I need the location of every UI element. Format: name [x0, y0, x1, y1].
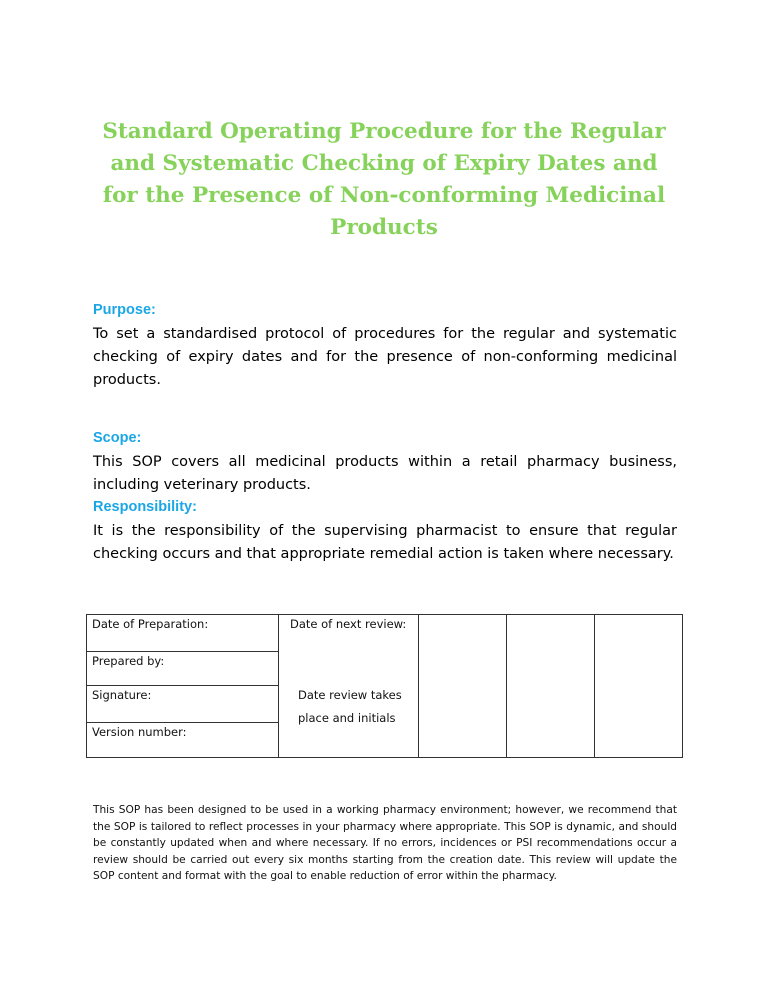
responsibility-section: [93, 497, 677, 566]
table-border-left: [86, 614, 87, 758]
document-title: Standard Operating Procedure for the Regular and Systematic Checking of Expiry Dates and for the Presence of Non-conforming Medicinal Products: [102, 119, 666, 240]
signature-label: Signature:: [92, 688, 152, 702]
table-divider: [86, 651, 279, 652]
date-review-label-line2: place and initials: [298, 711, 396, 725]
purpose-heading: Purpose:: [93, 302, 156, 318]
responsibility-text: It is the responsibility of the supervising pharmacist to ensure that regular checking occurs and that appropriate remedial action is taken where necessary.: [93, 523, 677, 562]
purpose-text: To set a standardised protocol of procedures for the regular and systematic checking of expiry dates and for the presence of non-conforming medicinal products.: [93, 326, 677, 388]
scope-section: [93, 428, 677, 497]
table-divider: [278, 614, 279, 758]
date-of-preparation-label: Date of Preparation:: [92, 617, 209, 631]
table-border-right: [682, 614, 683, 758]
purpose-section: [93, 300, 677, 392]
version-number-label: Version number:: [92, 725, 187, 739]
sop-review-table: [86, 614, 683, 758]
sop-disclaimer-note: This SOP has been designed to be used in a working pharmacy environment; however, we recommend that the SOP is tailored to reflect processes in your pharmacy where appropriate. This SOP is dynamic, and should be constantly updated when and where necessary. If no errors, incidences or PSI recommendations occur a review should be carried out every six months starting from the creation date. This review will update the SOP content and format with the goal to enable reduction of error within the pharmacy.: [93, 804, 677, 883]
date-of-next-review-label: Date of next review:: [290, 617, 407, 631]
table-divider: [506, 614, 507, 758]
scope-heading: Scope:: [93, 430, 142, 446]
table-divider: [418, 614, 419, 758]
table-divider: [86, 685, 279, 686]
table-divider: [86, 722, 279, 723]
table-divider: [594, 614, 595, 758]
date-review-label-line1: Date review takes: [298, 688, 402, 702]
scope-text: This SOP covers all medicinal products within a retail pharmacy business, including veterinary products.: [93, 454, 677, 493]
responsibility-heading: Responsibility:: [93, 499, 197, 515]
prepared-by-label: Prepared by:: [92, 654, 165, 668]
